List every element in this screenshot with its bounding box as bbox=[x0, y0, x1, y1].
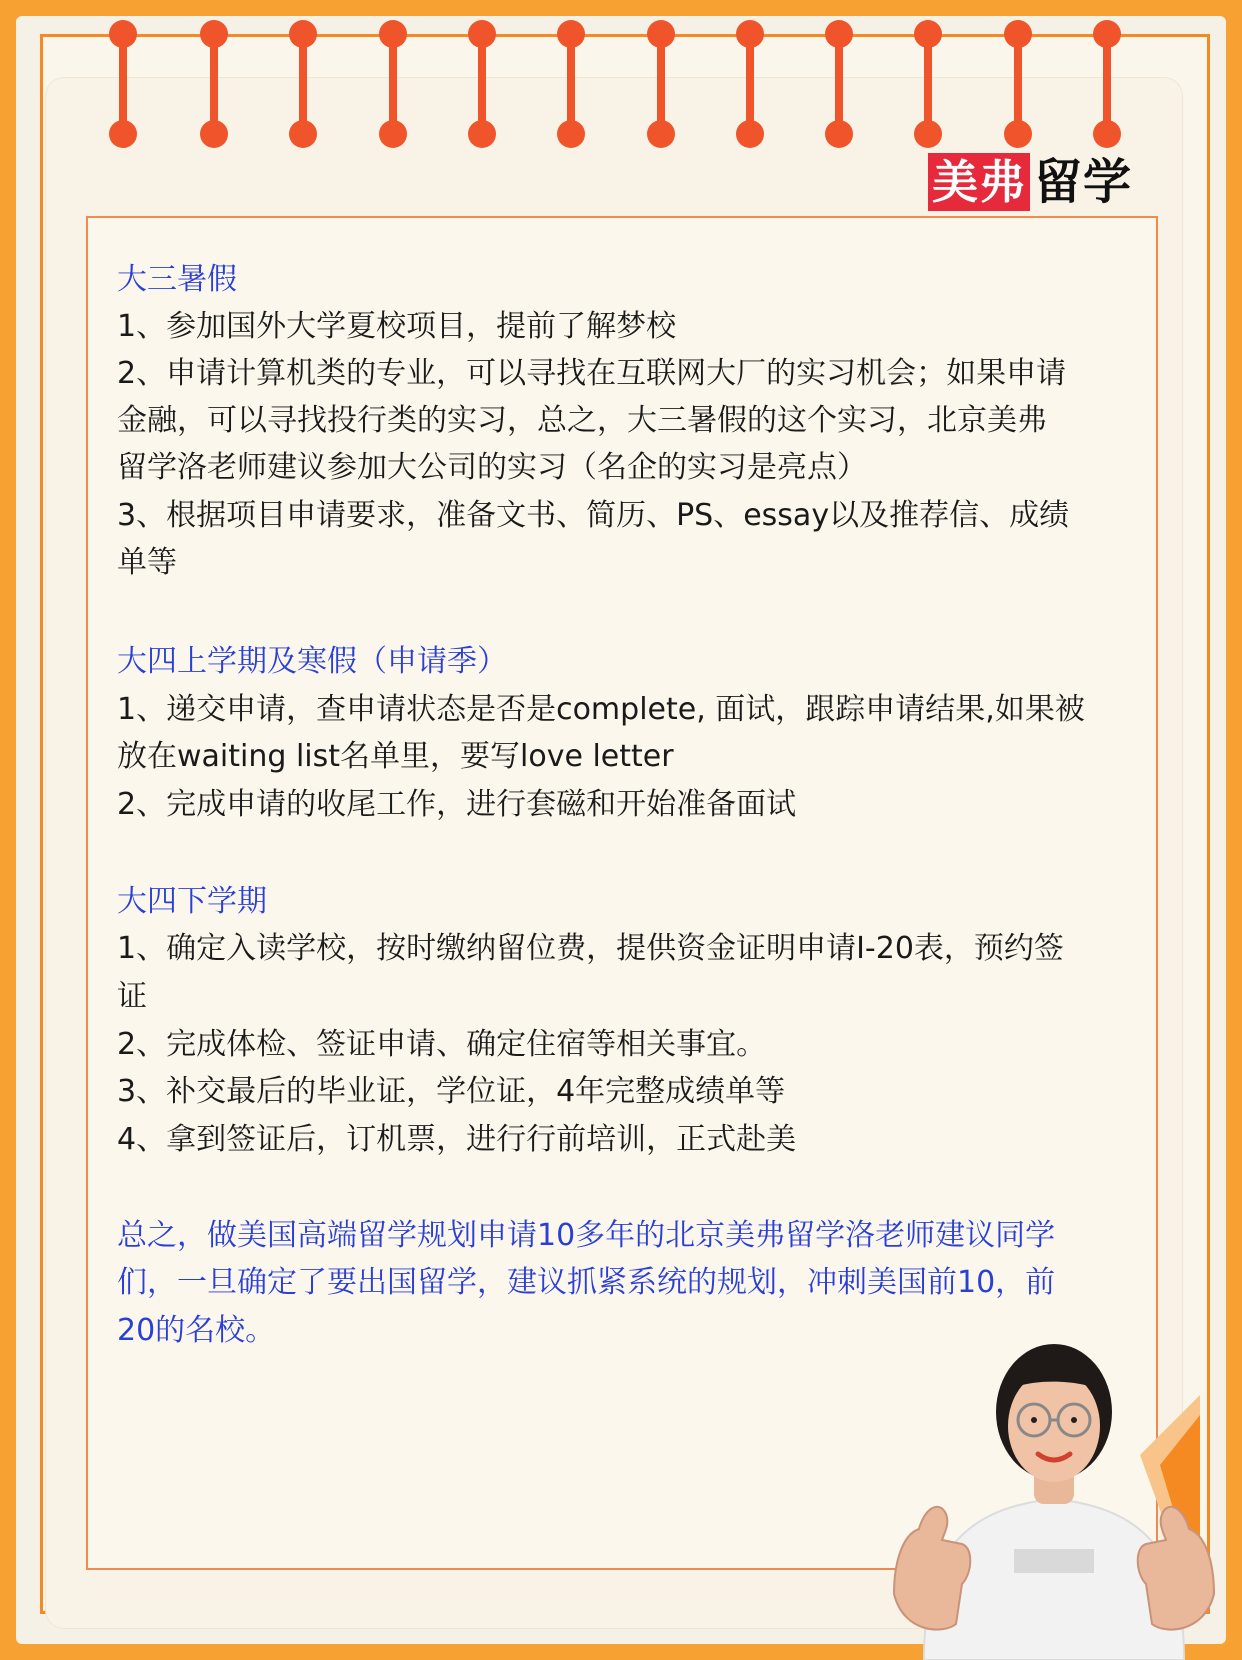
summary-line: 20的名校。 bbox=[117, 1313, 276, 1348]
binder-ring bbox=[378, 20, 408, 148]
body-line: 2、申请计算机类的专业，可以寻找在互联网大厂的实习机会；如果申请 bbox=[117, 356, 1067, 391]
binder-ring bbox=[735, 20, 765, 148]
binder-ring bbox=[199, 20, 229, 148]
body-line: 放在waiting list名单里，要写love letter bbox=[117, 739, 674, 774]
binder-ring bbox=[108, 20, 138, 148]
body-line: 3、根据项目申请要求，准备文书、简历、PS、essay以及推荐信、成绩 bbox=[117, 498, 1070, 533]
body-line: 金融，可以寻找投行类的实习，总之，大三暑假的这个实习，北京美弗 bbox=[117, 403, 1047, 438]
section-title: 大四下学期 bbox=[117, 884, 267, 919]
brand-logo bbox=[928, 152, 1132, 212]
summary-line: 们，一旦确定了要出国留学，建议抓紧系统的规划，冲刺美国前10，前 bbox=[117, 1265, 1056, 1300]
logo-right: 留学 bbox=[1034, 154, 1133, 210]
binder-ring bbox=[824, 20, 854, 148]
person-thumbs-up-photo bbox=[884, 1334, 1224, 1660]
binder-ring bbox=[467, 20, 497, 148]
body-line: 1、递交申请，查申请状态是否是complete, 面试，跟踪申请结果,如果被 bbox=[117, 692, 1085, 727]
binder-ring bbox=[1092, 20, 1122, 148]
section-title: 大三暑假 bbox=[117, 262, 237, 297]
binder-rings bbox=[0, 0, 1242, 160]
binder-ring bbox=[288, 20, 318, 148]
body-line: 证 bbox=[117, 979, 147, 1014]
body-line: 4、拿到签证后，订机票，进行行前培训，正式赴美 bbox=[117, 1122, 797, 1157]
binder-ring bbox=[913, 20, 943, 148]
binder-ring bbox=[646, 20, 676, 148]
body-line: 1、参加国外大学夏校项目，提前了解梦校 bbox=[117, 309, 677, 344]
body-line: 留学洛老师建议参加大公司的实习（名企的实习是亮点） bbox=[117, 450, 867, 485]
body-line: 2、完成申请的收尾工作，进行套磁和开始准备面试 bbox=[117, 787, 797, 822]
section-title: 大四上学期及寒假（申请季） bbox=[117, 644, 507, 679]
body-line: 3、补交最后的毕业证，学位证，4年完整成绩单等 bbox=[117, 1074, 786, 1109]
binder-ring bbox=[1003, 20, 1033, 148]
binder-ring bbox=[556, 20, 586, 148]
logo-left: 美弗 bbox=[928, 153, 1030, 211]
summary-line: 总之，做美国高端留学规划申请10多年的北京美弗留学洛老师建议同学 bbox=[117, 1218, 1056, 1253]
body-line: 2、完成体检、签证申请、确定住宿等相关事宜。 bbox=[117, 1027, 767, 1062]
body-line: 1、确定入读学校，按时缴纳留位费，提供资金证明申请I-20表，预约签 bbox=[117, 931, 1064, 966]
body-line: 单等 bbox=[117, 545, 177, 580]
